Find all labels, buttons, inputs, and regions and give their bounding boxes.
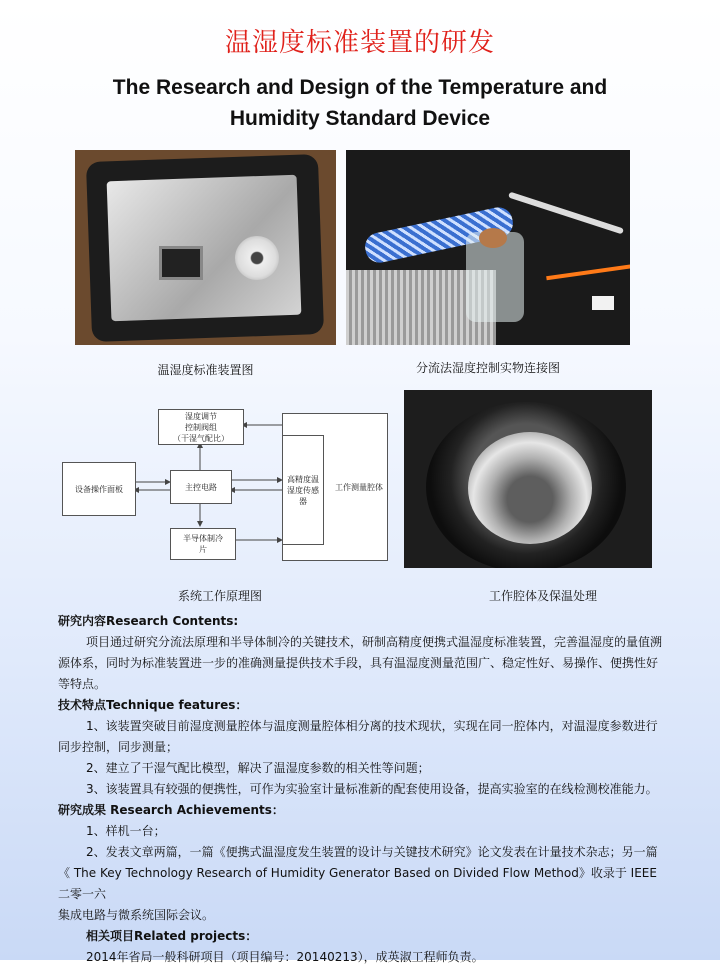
feature-3: 3、该装置具有较强的便携性，可作为实验室计量标准新的配套使用设备，提高实验室的在线检测校准能力。 bbox=[86, 782, 658, 796]
projects-text: 2014年省局一般科研项目（项目编号：20140213），成英淑工程师负责。 bbox=[86, 950, 484, 964]
bottle-cork bbox=[479, 228, 507, 248]
achievement-2-line-2: 《 The Key Technology Research of Humidity Generator Based on Divided Flow Method》收录于 IEEE 二零一六 bbox=[58, 866, 657, 901]
caption-system: 系统工作原理图 bbox=[177, 589, 262, 603]
chamber-photo bbox=[404, 390, 652, 568]
projects-heading: 相关项目Related projects： bbox=[86, 929, 258, 943]
peltier-box bbox=[170, 528, 236, 560]
page-title-chinese: 温湿度标准装置的研发 bbox=[224, 28, 495, 58]
caption-wiring: 分流法湿度控制实物连接图 bbox=[415, 361, 560, 375]
page-title-english bbox=[60, 72, 660, 134]
peltier-line-1: 半导体制冷 bbox=[183, 534, 223, 543]
operation-panel-box: 设备操作面板 bbox=[62, 462, 136, 516]
feature-2: 2、建立了干湿气配比模型，解决了温湿度参数的相关性等问题； bbox=[86, 761, 430, 775]
valve-line-1: 湿度调节 bbox=[185, 411, 217, 421]
title-en-line-1: The Research and Design of the Temperature and bbox=[112, 76, 608, 99]
air-hose bbox=[508, 192, 624, 235]
feature-1-line-1: 1、该装置突破目前湿度测量腔体与温度测量腔体相分离的技术现状，实现在同一腔体内，对温湿度参数进行 bbox=[86, 719, 658, 733]
sensor-line-2: 湿度传感 bbox=[287, 485, 319, 495]
achievements-heading: 研究成果 Research Achievements： bbox=[58, 803, 284, 817]
contents-line-2: 源体系，同时为标准装置进一步的准确测量提供技术手段，具有温湿度测量范围广、稳定性好、易操作、便携性好 bbox=[58, 656, 659, 670]
contents-heading: 研究内容Research Contents: bbox=[58, 614, 239, 628]
metal-chamber bbox=[468, 432, 592, 544]
system-diagram bbox=[60, 405, 390, 575]
achievement-2-line-3: 集成电路与微系统国际会议。 bbox=[58, 908, 215, 922]
caption-chamber: 工作腔体及保温处理 bbox=[488, 589, 597, 603]
sensor-line-1: 高精度温 bbox=[287, 474, 319, 484]
valve-line-2: 控制阀组 bbox=[185, 422, 217, 432]
contents-line-3: 等特点。 bbox=[58, 677, 107, 691]
orange-wire bbox=[546, 264, 630, 280]
sensor-line-3: 器 bbox=[299, 496, 307, 506]
wiring-photo bbox=[346, 150, 630, 345]
display-screen bbox=[159, 246, 203, 280]
device-photo bbox=[75, 150, 336, 345]
connector bbox=[592, 296, 614, 310]
features-heading: 技术特点Technique features： bbox=[58, 698, 248, 712]
peltier-line-2: 片 bbox=[199, 545, 207, 554]
achievement-1: 1、样机一台； bbox=[86, 824, 166, 838]
achievement-2-line-1: 2、发表文章两篇，一篇《便携式温湿度发生装置的设计与关键技术研究》论文发表在计量技术杂志；另一篇 bbox=[86, 845, 658, 859]
humidity-valve-box bbox=[158, 409, 244, 445]
sensor-box bbox=[282, 435, 324, 545]
caption-device: 温湿度标准装置图 bbox=[157, 363, 254, 377]
feature-1-line-2: 同步控制，同步测量； bbox=[58, 740, 179, 754]
body-section bbox=[58, 611, 664, 968]
title-en-line-2: Humidity Standard Device bbox=[229, 107, 491, 130]
main-circuit-box: 主控电路 bbox=[170, 470, 232, 504]
contents-line-1: 项目通过研究分流法原理和半导体制冷的关键技术，研制高精度便携式温湿度标准装置，完善温湿度的量值溯 bbox=[86, 635, 663, 649]
valve-line-3: （干湿气配比） bbox=[173, 433, 229, 443]
chamber-port bbox=[235, 236, 279, 280]
measure-chamber-label: 工作测量腔体 bbox=[335, 482, 383, 492]
